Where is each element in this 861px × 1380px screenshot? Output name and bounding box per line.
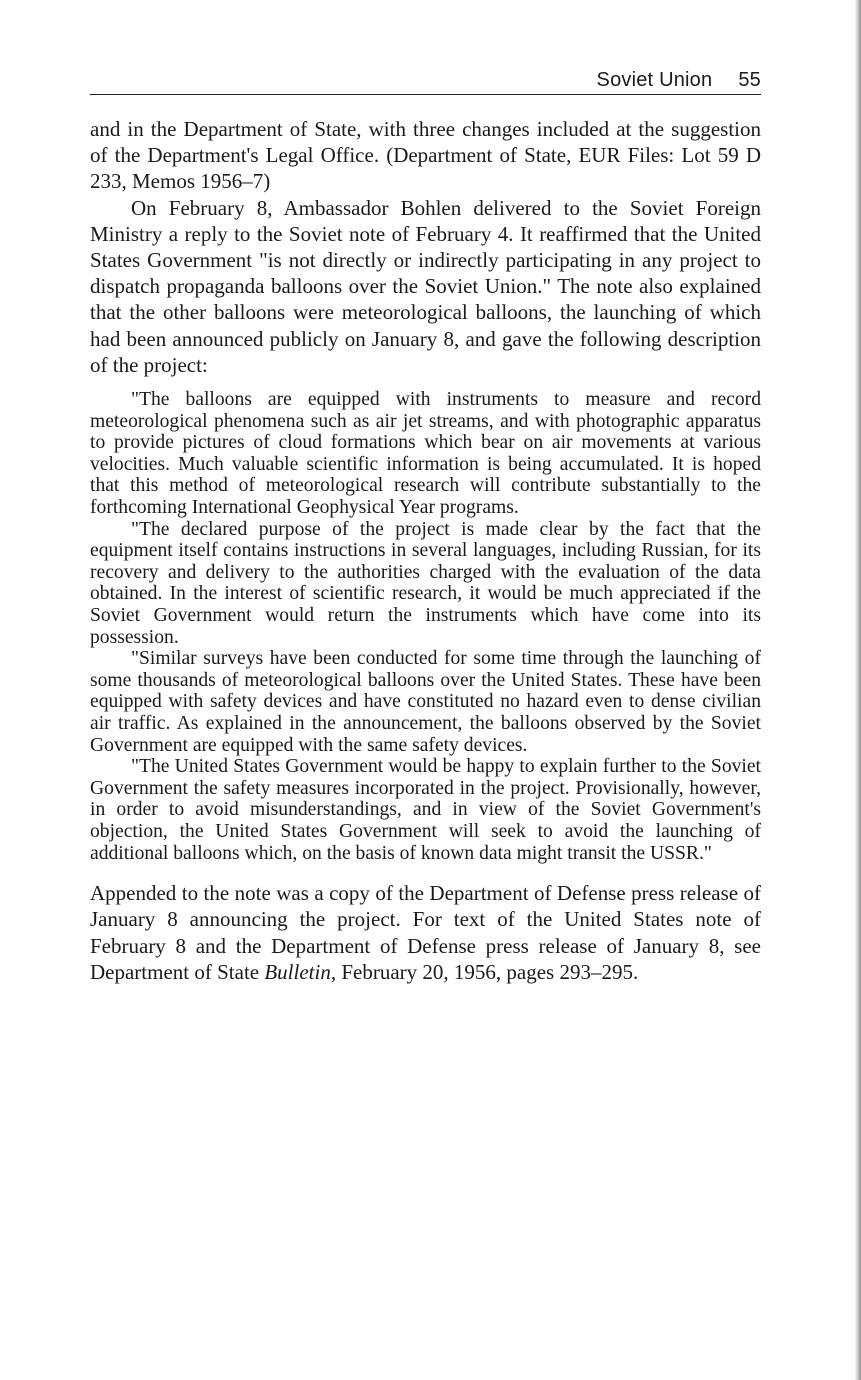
paragraph-closing: [90, 880, 761, 985]
quote-paragraph-3: "Similar surveys have been conducted for some time through the launching of some thousands of meteorological balloons over the United States. These have been equipped with safety devices and have constituted no hazard even to dense civilian air traffic. As explained in the announcement, the balloons observed by the Soviet Government are equipped with the same safety devices.: [90, 648, 761, 756]
header-text: [597, 69, 761, 92]
bulletin-title: Bulletin: [264, 959, 331, 984]
running-header: [90, 68, 761, 95]
closing-text-start: Appended to the note was a copy of the Department of Defense press release of January 8 announcing the project. For text of the United States note of February 8 and the Department of Defense press release of January 8, see Department of State: [90, 881, 761, 984]
paragraph-continuation: and in the Department of State, with three changes included at the suggestion of the Department's Legal Office. (Department of State, EUR Files: Lot 59 D 233, Memos 1956–7): [90, 117, 761, 194]
quote-paragraph-2: "The declared purpose of the project is made clear by the fact that the equipment itself contains instructions in several languages, including Russian, for its recovery and delivery to the authorities charged with the evaluation of the data obtained. In the interest of scientific research, it would be much appreciated if the Soviet Government would return the instruments which have come into its possession.: [90, 518, 761, 648]
page-edge-shadow: [855, 0, 861, 1380]
running-title: Soviet Union: [596, 69, 713, 91]
quoted-note: [90, 389, 761, 864]
body-text: [90, 116, 761, 985]
page-number: 55: [738, 69, 761, 91]
quote-paragraph-1: "The balloons are equipped with instruments to measure and record meteorological phenomena such as air jet streams, and with photographic apparatus to provide pictures of cloud formations which bear on air movements at various velocities. Much valuable scientific information is being accumulated. It is hoped that this method of meteorological research will contribute substantially to the forthcoming International Geophysical Year programs.: [90, 389, 761, 518]
paragraph-bohlen-reply: On February 8, Ambassador Bohlen delivered to the Soviet Foreign Ministry a reply to the Soviet note of February 4. It reaffirmed that the United States Government "is not directly or indirectly participating in any project to dispatch propaganda balloons over the Soviet Union." The note also explained that the other balloons were meteorological balloons, the launching of which had been announced publicly on January 8, and gave the following description of the project:: [90, 195, 761, 377]
closing-text-end: , February 20, 1956, pages 293–295.: [330, 959, 639, 984]
quote-paragraph-4: "The United States Government would be happy to explain further to the Soviet Government the safety measures incorporated in the project. Provisionally, however, in order to avoid misunderstandings, and in view of the Soviet Government's objection, the United States Government will seek to avoid the launching of additional balloons which, on the basis of known data might transit the USSR.": [90, 756, 761, 864]
